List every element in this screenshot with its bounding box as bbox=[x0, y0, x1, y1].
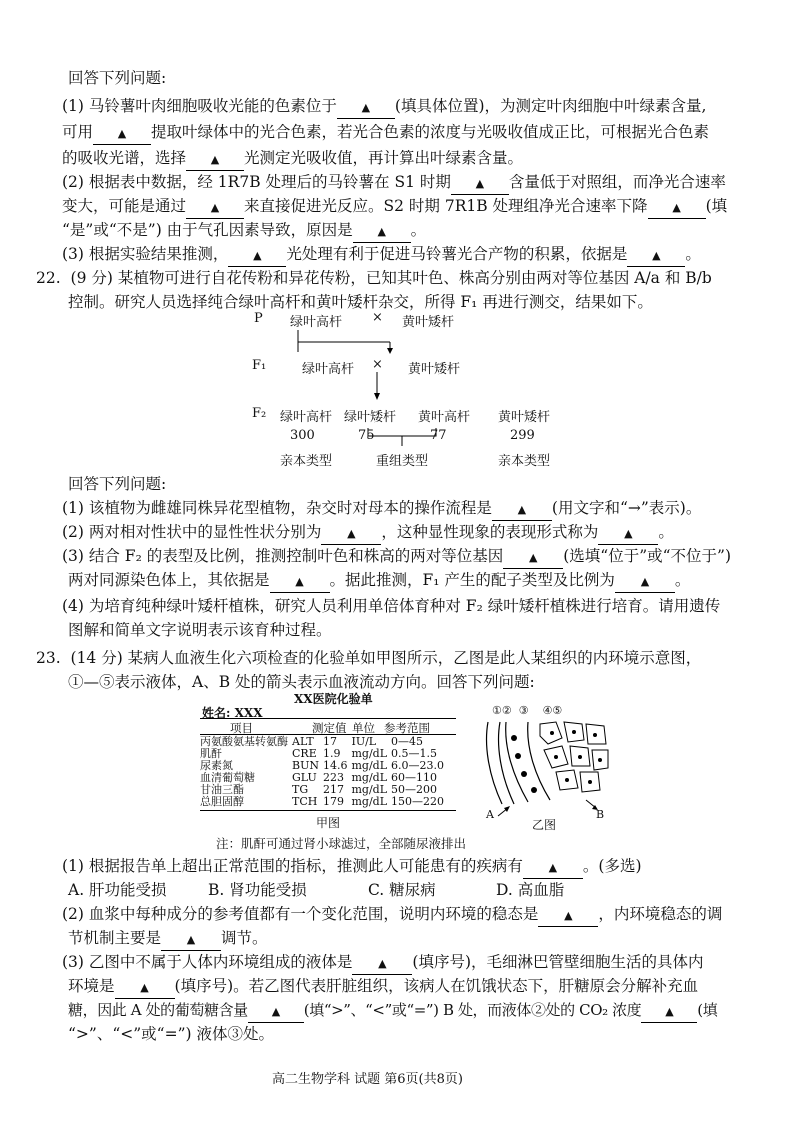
blood-cell bbox=[521, 771, 527, 777]
q22-3-line1: (3) 结合 F₂ 的表型及比例，推测控制叶色和株高的两对等位基因 ▲ (选填“位于”或“不位于”) bbox=[62, 546, 731, 569]
header-cell: 项目 bbox=[230, 721, 253, 735]
header-cell: 测定值 bbox=[312, 721, 347, 735]
q22-4-line2: 图解和简单文字说明表示该育种过程。 bbox=[68, 621, 332, 639]
answer-blank[interactable]: ▲ bbox=[353, 220, 411, 243]
answer-blank[interactable]: ▲ bbox=[161, 928, 221, 951]
report-rule bbox=[200, 810, 456, 811]
f2-type: 绿叶高杆 bbox=[280, 410, 333, 425]
q21-2-line1: (2) 根据表中数据，经 1R7B 处理后的马铃薯在 S1 时期 ▲ 含量低于对照组，而净光合速率 bbox=[62, 172, 726, 195]
blood-cell bbox=[531, 787, 537, 793]
p-left: 绿叶高杆 bbox=[290, 315, 343, 330]
table-row: 血清葡萄糖 GLU 223 mg/dL 60—110 bbox=[200, 771, 438, 784]
q23-options bbox=[68, 880, 564, 900]
q23-intro-line2: ①—⑤表示液体，A、B 处的箭头表示血液流动方向。回答下列问题: bbox=[68, 673, 535, 691]
answer-blank[interactable]: ▲ bbox=[186, 148, 244, 171]
header-cell: 单位 bbox=[352, 721, 375, 735]
answer-blank[interactable]: ▲ bbox=[337, 96, 395, 119]
p-label: P bbox=[254, 311, 263, 326]
answer-blank[interactable]: ▲ bbox=[451, 172, 509, 195]
q22-4-line1: (4) 为培育纯种绿叶矮杆植株，研究人员利用单倍体育种对 F₂ 绿叶矮杆植株进行培育。请用遗传 bbox=[62, 597, 721, 615]
table-row: 尿素氮 BUN 14.6 mg/dL 6.0—23.0 bbox=[200, 759, 445, 772]
cross-diagram bbox=[240, 310, 570, 470]
fluid-labels: ①② ③ ④⑤ bbox=[492, 704, 563, 717]
answer-blank[interactable]: ▲ bbox=[627, 244, 685, 267]
q22-answer-heading: 回答下列问题: bbox=[68, 475, 167, 493]
q23-1: (1) 根据报告单上超出正常范围的指标，推测此人可能患有的疾病有 ▲ 。(多选) bbox=[62, 856, 642, 879]
table-row: 丙氨酸氨基转氨酶 ALT 17 IU/L 0—45 bbox=[200, 735, 424, 748]
f2-count: 300 bbox=[290, 428, 315, 443]
answer-blank[interactable]: ▲ bbox=[523, 856, 583, 879]
blood-cell bbox=[515, 753, 521, 759]
label-a: A bbox=[486, 808, 494, 821]
cross-symbol: × bbox=[372, 357, 383, 372]
q22-3-line2: 两对同源染色体上，其依据是 ▲ 。据此推测，F₁ 产生的配子类型及比例为 ▲ 。 bbox=[68, 570, 690, 593]
f2-type: 黄叶矮杆 bbox=[498, 410, 551, 425]
answer-blank[interactable]: ▲ bbox=[352, 952, 412, 975]
f2-count: 77 bbox=[430, 428, 447, 443]
group-label: 重组类型 bbox=[376, 454, 429, 469]
answer-blank[interactable]: ▲ bbox=[598, 522, 658, 545]
blood-cell bbox=[511, 735, 517, 741]
q22-intro-line1: 22. (9 分) 某植物可进行自花传粉和异花传粉，已知其叶色、株高分别由两对等位基因 A/a 和 B/b bbox=[36, 269, 712, 287]
f1-label: F₁ bbox=[252, 358, 267, 373]
cell-nucleus bbox=[554, 755, 558, 759]
answer-blank[interactable]: ▲ bbox=[270, 570, 330, 593]
vessel-wall bbox=[487, 722, 502, 804]
answer-blank[interactable]: ▲ bbox=[492, 498, 552, 521]
answer-blank[interactable]: ▲ bbox=[615, 570, 675, 593]
group-label: 亲本类型 bbox=[498, 454, 551, 469]
cross-symbol: × bbox=[372, 310, 383, 325]
answer-blank[interactable]: ▲ bbox=[93, 122, 151, 145]
lab-report bbox=[200, 690, 456, 830]
p-right: 黄叶矮杆 bbox=[402, 315, 455, 330]
f1-left: 绿叶高杆 bbox=[302, 362, 355, 377]
option-c[interactable]: C. 糖尿病 bbox=[368, 881, 436, 899]
answer-blank[interactable]: ▲ bbox=[648, 196, 706, 219]
q23-3-line2: 环境是 ▲ (填序号)。若乙图代表肝脏组织，该病人在饥饿状态下，肝糖原会分解补充血 bbox=[68, 976, 698, 999]
f2-type: 绿叶矮杆 bbox=[344, 410, 397, 425]
answer-blank[interactable]: ▲ bbox=[321, 522, 381, 545]
f2-count: 75 bbox=[358, 428, 375, 443]
report-table bbox=[200, 736, 448, 808]
report-name: 姓名: XXX bbox=[202, 706, 263, 720]
q21-1-line3: 的吸收光谱，选择 ▲ 光测定光吸收值，再计算出叶绿素含量。 bbox=[62, 148, 523, 171]
group-label: 亲本类型 bbox=[280, 454, 333, 469]
answer-blank[interactable]: ▲ bbox=[641, 1000, 697, 1023]
table-row: 肌酐 CRE 1.9 mg/dL 0.5—1.5 bbox=[200, 747, 438, 760]
option-b[interactable]: B. 肾功能受损 bbox=[208, 881, 307, 899]
q23-2-line2: 节机制主要是 ▲ 调节。 bbox=[68, 928, 268, 951]
f2-count: 299 bbox=[510, 428, 535, 443]
arrow-head bbox=[374, 393, 380, 400]
f1-right: 黄叶矮杆 bbox=[408, 362, 461, 377]
capillary-wall bbox=[528, 722, 550, 800]
option-a[interactable]: A. 肝功能受损 bbox=[68, 881, 167, 899]
cell-nucleus bbox=[550, 731, 554, 735]
q21-1-line1: (1) 马铃薯叶肉细胞吸收光能的色素位于 ▲ (填具体位置)，为测定叶肉细胞中叶绿素含量, bbox=[62, 96, 706, 119]
cell-nucleus bbox=[593, 733, 597, 737]
header-cell: 参考范围 bbox=[384, 721, 430, 735]
f2-type: 黄叶高杆 bbox=[418, 410, 471, 425]
report-title: XX医院化验单 bbox=[294, 692, 373, 706]
q23-3-line3: 糖，因此 A 处的葡萄糖含量 ▲ (填“>”、“<”或“=”) B 处，而液体②处的 CO₂ 浓度 ▲ (填 bbox=[68, 1000, 717, 1023]
q21-2-line2: 变大，可能是通过 ▲ 来直接促进光反应。S2 时期 7R1B 处理组净光合速率下降 ▲ (填 bbox=[62, 196, 727, 219]
answer-blank[interactable]: ▲ bbox=[538, 904, 598, 927]
answer-blank[interactable]: ▲ bbox=[503, 546, 563, 569]
q22-intro-line2: 控制。研究人员选择纯合绿叶高杆和黄叶矮杆杂交，所得 F₁ 再进行测交，结果如下。 bbox=[68, 293, 653, 311]
lab-note: 注：肌酐可通过肾小球滤过，全部随尿液排出 bbox=[216, 836, 467, 851]
bracket-line bbox=[368, 428, 436, 436]
answer-blank[interactable]: ▲ bbox=[186, 196, 244, 219]
figure-caption: 乙图 bbox=[532, 818, 557, 832]
answer-blank[interactable]: ▲ bbox=[248, 1000, 304, 1023]
answer-blank[interactable]: ▲ bbox=[228, 244, 286, 267]
f2-label: F₂ bbox=[252, 406, 267, 421]
table-row: 甘油三酯 TG 217 mg/dL 50—200 bbox=[200, 783, 438, 796]
arrow-head bbox=[387, 348, 393, 354]
q22-1: (1) 该植物为雌雄同株异花型植物，杂交时对母本的操作流程是 ▲ (用文字和“→”表示)。 bbox=[62, 498, 701, 521]
q21-answer-heading: 回答下列问题: bbox=[68, 69, 167, 87]
page-footer: 高二生物学科 试题 第6页(共8页) bbox=[272, 1072, 463, 1087]
q23-intro-line1: 23. (14 分) 某病人血液生化六项检查的化验单如甲图所示，乙图是此人某组织的内环境示意图， bbox=[36, 649, 702, 667]
tissue-diagram bbox=[478, 704, 614, 832]
cross-diagram-lines bbox=[240, 310, 570, 470]
q23-3-line4: “>”、“<”或“=”) 液体③处。 bbox=[68, 1025, 274, 1043]
q23-3-line1: (3) 乙图中不属于人体内环境组成的液体是 ▲ (填序号)，毛细淋巴管壁细胞生活的具体内 bbox=[62, 952, 704, 975]
cell-nucleus bbox=[572, 730, 576, 734]
label-b: B bbox=[596, 808, 605, 821]
capillary-wall bbox=[506, 722, 528, 802]
tissue-diagram-art bbox=[478, 704, 614, 832]
q21-3-line1: (3) 根据实验结果推测， ▲ 光处理有利于促进马铃薯光合产物的积累，依据是 ▲ 。 bbox=[62, 244, 701, 267]
answer-blank[interactable]: ▲ bbox=[115, 976, 175, 999]
cell-nucleus bbox=[578, 755, 582, 759]
report-rule bbox=[200, 718, 456, 719]
option-d[interactable]: D. 高血脂 bbox=[496, 881, 565, 899]
cell-nucleus bbox=[598, 758, 602, 762]
cell-nucleus bbox=[565, 778, 569, 782]
q23-2-line1: (2) 血浆中每种成分的参考值都有一个变化范围，说明内环境的稳态是 ▲ ，内环境稳态的调 bbox=[62, 904, 722, 927]
table-row: 总胆固醇 TCH 179 mg/dL 150—220 bbox=[200, 795, 445, 808]
q21-1-line2: 可用 ▲ 提取叶绿体中的光合色素，若光合色素的浓度与光吸收值成正比，可根据光合色素 bbox=[62, 122, 709, 145]
q21-2-line3: “是”或“不是”) 由于气孔因素导致，原因是 ▲ 。 bbox=[62, 220, 426, 243]
cell-nucleus bbox=[588, 780, 592, 784]
figure-caption: 甲图 bbox=[316, 816, 341, 830]
q22-2: (2) 两对相对性状中的显性性状分别为 ▲ ，这种显性现象的表现形式称为 ▲ 。 bbox=[62, 522, 674, 545]
